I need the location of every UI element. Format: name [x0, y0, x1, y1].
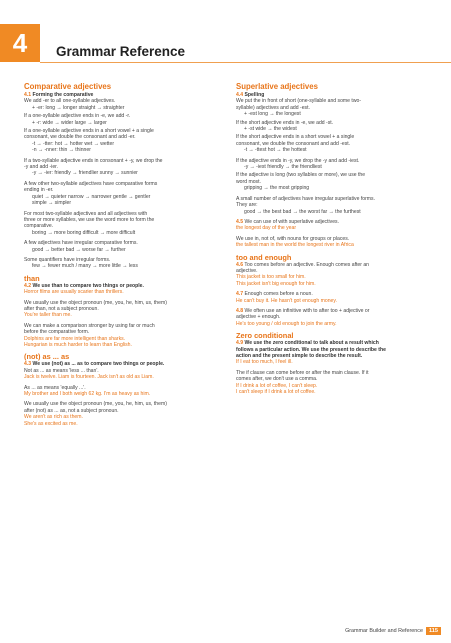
text-line: We put the in front of short (one-syllable and some two-	[236, 98, 362, 105]
subsection-heading: 4.1 Forming the comparative	[24, 92, 94, 98]
text-line: If a two-syllable adjective ends in consonant + -y, we drop the	[24, 157, 163, 164]
text-line: after (not) as ... as, not a subject pronoun.	[24, 407, 119, 414]
example-sentence: Hungarian is much harder to learn than English.	[24, 342, 132, 348]
example-line: few → fewer much / many → more little → less	[32, 263, 138, 270]
subsection-heading: 4.9 We use the zero conditional to talk about a result which	[236, 340, 379, 347]
section-heading: Zero conditional	[236, 331, 294, 341]
text-line: word most.	[236, 178, 261, 185]
example-line: gripping → the most gripping	[244, 185, 310, 192]
example-line: quiet → quieter narrow → narrower gentle → gentler	[32, 193, 151, 200]
text-line: If a one-syllable adjective ends in a short vowel + a single	[24, 128, 154, 135]
text-line: consonant, we double the consonant and add -er.	[24, 134, 136, 141]
example-sentence: If I drink a lot of coffee, I can't sleep.	[236, 382, 318, 389]
text-line: action and the present simple to describe the result.	[236, 353, 363, 359]
text-line: syllable) adjectives and add -est.	[236, 104, 310, 111]
text-line: follows a particular action. We use the present to describe the	[236, 346, 386, 353]
text-line: A few other two-syllable adjectives have comparative forms	[24, 180, 158, 187]
section-heading: (not) as ... as	[24, 352, 70, 362]
text-line: consonant, we double the consonant and add -est.	[236, 140, 351, 147]
section-heading: Comparative adjectives	[24, 82, 112, 91]
text-line: before the comparative form.	[24, 329, 90, 336]
subsection-heading: 4.8 We often use an infinitive with to after too + adjective or	[236, 307, 370, 314]
text-line: Not as ... as means 'less ... than'.	[24, 367, 99, 374]
section-heading: than	[24, 273, 40, 283]
subsection-heading: 4.5 We can use of with superlative adjectives.	[236, 218, 339, 225]
text-line: We use in, not of, with nouns for groups or places.	[236, 235, 350, 242]
section-heading: Superlative adjectives	[236, 82, 318, 91]
text-line: after than, not a subject pronoun.	[24, 305, 99, 312]
text-line: The if clause can come before or after the main clause. If it	[236, 369, 369, 376]
text-line: For most two-syllable adjectives and all adjectives with	[24, 210, 148, 217]
text-line: comes after, we don't use a comma.	[236, 376, 318, 383]
text-line: comparative.	[24, 223, 54, 230]
example-sentence: I can't sleep if I drink a lot of coffee.	[236, 389, 316, 396]
header-divider	[40, 62, 451, 63]
text-line: -y and add -ier.	[24, 164, 58, 171]
example-line: -y → -iest friendly → the friendliest	[244, 164, 322, 171]
example-line: -y → -ier: friendly → friendlier sunny → sunnier	[32, 170, 138, 177]
left-column	[24, 82, 224, 427]
right-column	[236, 82, 441, 395]
example-line: + -st wide → the widest	[244, 126, 297, 133]
example-sentence: She's as excited as me.	[24, 420, 78, 427]
example-line: simple → simpler	[32, 200, 72, 207]
example-sentence: Dolphins are far more intelligent than sharks.	[24, 335, 126, 342]
text-line: If the short adjective ends in a short vowel + a single	[236, 134, 355, 141]
text-line: three or more syllables, we use the word more to form the	[24, 216, 155, 223]
footer-label: Grammar Builder and Reference	[345, 628, 423, 634]
example-line: good → the best bad → the worst far → the furthest	[244, 208, 361, 215]
subsection-heading: 4.2 We use than to compare two things or people.	[24, 282, 144, 289]
example-sentence: This jacket isn't big enough for him.	[236, 280, 316, 287]
section-heading: too and enough	[236, 252, 292, 262]
example-sentence: We aren't as rich as them.	[24, 414, 83, 421]
page-number: 115	[426, 627, 441, 635]
example-sentence: Horror films are usually scarier than thrillers.	[24, 289, 124, 296]
example-sentence: the longest day of the year	[236, 225, 297, 232]
example-line: -n → -nner: thin → thinner	[32, 147, 91, 154]
example-sentence: You're taller than me.	[24, 312, 72, 319]
text-line: We usually use the object pronoun (me, you, he, him, us, them)	[24, 299, 167, 306]
text-line: If the short adjective ends in -e, we add -st.	[236, 119, 334, 126]
text-line: Some quantifiers have irregular forms.	[24, 256, 111, 263]
unit-number-tab	[0, 24, 40, 62]
example-line: boring → more boring difficult → more difficult	[32, 229, 136, 236]
text-line: We can make a comparison stronger by using far or much	[24, 322, 155, 329]
example-line: -t → -ttest hot → the hottest	[244, 147, 307, 154]
text-line: We usually use the object pronoun (me, you, he, him, us, them)	[24, 401, 167, 408]
example-sentence: My brother and I both weigh 62 kg. I'm as heavy as him.	[24, 391, 151, 398]
example-sentence: If I eat too much, I feel ill.	[236, 359, 293, 366]
text-line: adjective.	[236, 267, 258, 274]
text-line: They are:	[236, 202, 258, 209]
unit-number: 4	[12, 27, 28, 58]
text-line: ending in -er.	[24, 187, 54, 194]
text-line: If the adjective is long (two syllables or more), we use the	[236, 172, 366, 179]
page-title: Grammar Reference	[56, 44, 186, 59]
text-line: adjective + enough.	[236, 314, 281, 321]
example-line: -t → -tter: hot → hotter wet → wetter	[32, 140, 115, 147]
example-line: good → better bad → worse far → further	[32, 246, 126, 253]
example-sentence: Jack is twelve. Liam is fourteen. Jack isn't as old as Liam.	[24, 374, 154, 381]
text-line: We add -er to all one-syllable adjectives.	[24, 98, 116, 105]
example-sentence: He can't buy it. He hasn't got enough money.	[236, 297, 337, 304]
subsection-heading: 4.4 Spelling	[236, 92, 265, 98]
subsection-heading: 4.3 We use (not) as ... as to compare two things or people.	[24, 361, 165, 368]
subsection-heading: 4.7 Enough comes before a noun.	[236, 291, 313, 298]
text-line: A few adjectives have irregular comparative forms.	[24, 240, 138, 247]
example-sentence: He's too young / old enough to join the army.	[236, 320, 337, 327]
text-line: As ... as means 'equally ...'.	[24, 384, 86, 391]
text-line: A small number of adjectives have irregular superlative forms.	[236, 195, 376, 202]
example-line: + -est long → the longest	[244, 111, 301, 118]
example-line: + -er: long → longer straight → straighter	[32, 104, 125, 111]
page-footer	[345, 627, 441, 635]
example-sentence: the tallest man in the world the longest river in Africa	[236, 242, 354, 249]
text-line: If the adjective ends in -y, we drop the -y and add -iest.	[236, 157, 360, 164]
text-line: If a one-syllable adjective ends in -e, we add -r.	[24, 113, 131, 120]
example-sentence: This jacket is too small for him.	[236, 274, 306, 281]
example-line: + -r: wide → wider large → larger	[32, 119, 107, 126]
subsection-heading: 4.6 Too comes before an adjective. Enough comes after an	[236, 261, 370, 268]
